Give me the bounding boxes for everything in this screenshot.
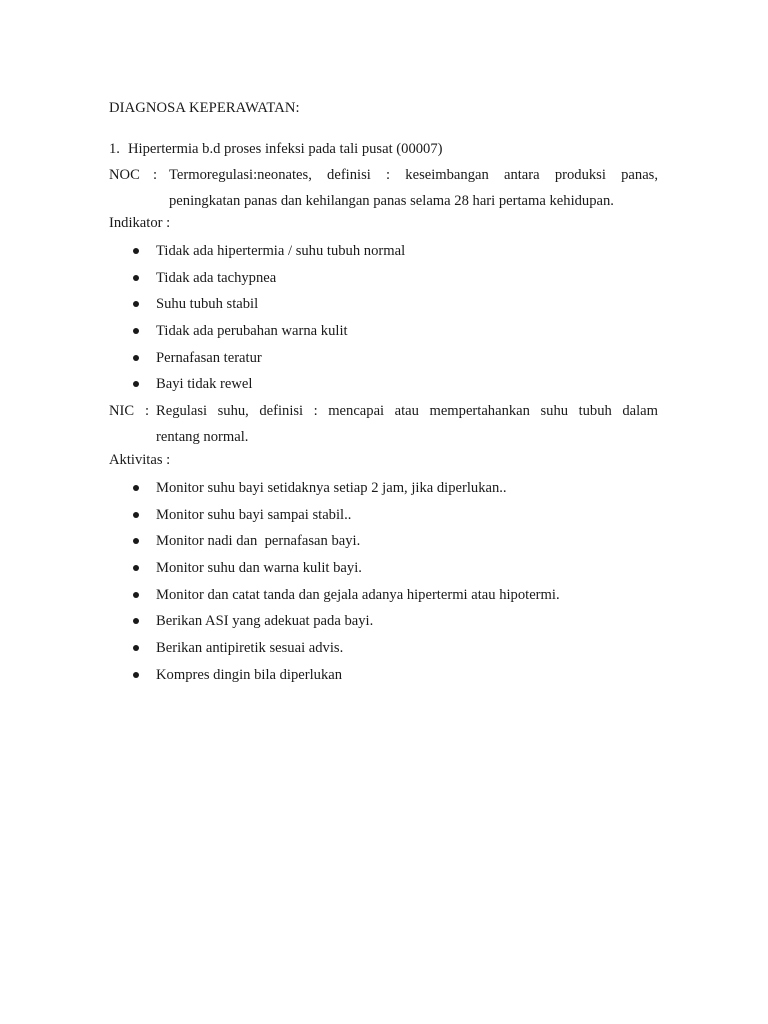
list-item bbox=[109, 294, 405, 321]
list-item bbox=[109, 478, 560, 505]
diagnosis-text: Hipertermia b.d proses infeksi pada tali pusat (00007) bbox=[128, 141, 443, 157]
list-item bbox=[109, 585, 560, 612]
aktivitas-item-text: Monitor suhu dan warna kulit bayi. bbox=[156, 560, 362, 577]
noc-colon: : bbox=[153, 167, 158, 183]
aktivitas-list bbox=[109, 478, 560, 692]
bullet-icon bbox=[133, 328, 139, 334]
bullet-icon bbox=[133, 538, 139, 544]
document-title: DIAGNOSA KEPERAWATAN: bbox=[109, 100, 300, 116]
noc-label: NOC bbox=[109, 167, 140, 183]
aktivitas-heading: Aktivitas : bbox=[109, 452, 171, 468]
diagnosis-line bbox=[109, 141, 443, 158]
bullet-icon bbox=[133, 301, 139, 307]
nic-line-1: Regulasi suhu, definisi : mencapai atau mempertahankan suhu tubuh dalam bbox=[156, 403, 658, 419]
indikator-item-text: Suhu tubuh stabil bbox=[156, 296, 259, 313]
bullet-icon bbox=[133, 618, 139, 624]
bullet-icon bbox=[133, 355, 139, 361]
nic-body bbox=[156, 398, 658, 450]
indikator-item-text: Pernafasan teratur bbox=[156, 349, 262, 366]
list-item bbox=[109, 505, 560, 532]
list-item bbox=[109, 348, 405, 375]
bullet-icon bbox=[133, 275, 139, 281]
bullet-icon bbox=[133, 485, 139, 491]
list-item bbox=[109, 611, 560, 638]
bullet-icon bbox=[133, 645, 139, 651]
indikator-item-text: Tidak ada perubahan warna kulit bbox=[156, 323, 348, 340]
bullet-icon bbox=[133, 381, 139, 387]
aktivitas-item-text: Kompres dingin bila diperlukan bbox=[156, 666, 343, 683]
aktivitas-item-text: Monitor suhu bayi setidaknya setiap 2 jam, jika diperlukan.. bbox=[156, 480, 507, 496]
list-item bbox=[109, 268, 405, 295]
aktivitas-item-text: Monitor suhu bayi sampai stabil.. bbox=[156, 506, 352, 523]
list-item bbox=[109, 241, 405, 268]
list-item bbox=[109, 638, 560, 665]
indikator-item-text: Tidak ada tachypnea bbox=[156, 269, 277, 286]
noc-line-1: Termoregulasi:neonates, definisi : keseimbangan antara produksi panas, bbox=[169, 167, 658, 183]
indikator-item-text: Bayi tidak rewel bbox=[156, 376, 253, 393]
bullet-icon bbox=[133, 672, 139, 678]
nic-definition bbox=[109, 398, 658, 450]
list-item bbox=[109, 321, 405, 348]
aktivitas-item-text: Monitor nadi dan pernafasan bayi. bbox=[156, 533, 361, 550]
indikator-item-text: Tidak ada hipertermia / suhu tubuh normal bbox=[156, 243, 406, 259]
diagnosis-number: 1. bbox=[109, 141, 120, 157]
list-item bbox=[109, 558, 560, 585]
bullet-icon bbox=[133, 512, 139, 518]
aktivitas-item-text: Berikan antipiretik sesuai advis. bbox=[156, 640, 344, 657]
nic-label: NIC bbox=[109, 403, 135, 419]
indikator-list bbox=[109, 241, 405, 401]
list-item bbox=[109, 531, 560, 558]
noc-body bbox=[169, 162, 658, 214]
bullet-icon bbox=[133, 565, 139, 571]
indikator-heading: Indikator : bbox=[109, 215, 171, 231]
list-item bbox=[109, 665, 560, 692]
noc-definition bbox=[109, 162, 658, 214]
aktivitas-item-text: Monitor dan catat tanda dan gejala adanya hipertermi atau hipotermi. bbox=[156, 586, 560, 603]
noc-line-2: peningkatan panas dan kehilangan panas selama 28 hari pertama kehidupan. bbox=[169, 193, 614, 209]
bullet-icon bbox=[133, 248, 139, 254]
nic-line-2: rentang normal. bbox=[156, 429, 249, 445]
aktivitas-item-text: Berikan ASI yang adekuat pada bayi. bbox=[156, 613, 374, 630]
bullet-icon bbox=[133, 592, 139, 598]
nic-colon: : bbox=[145, 403, 150, 419]
